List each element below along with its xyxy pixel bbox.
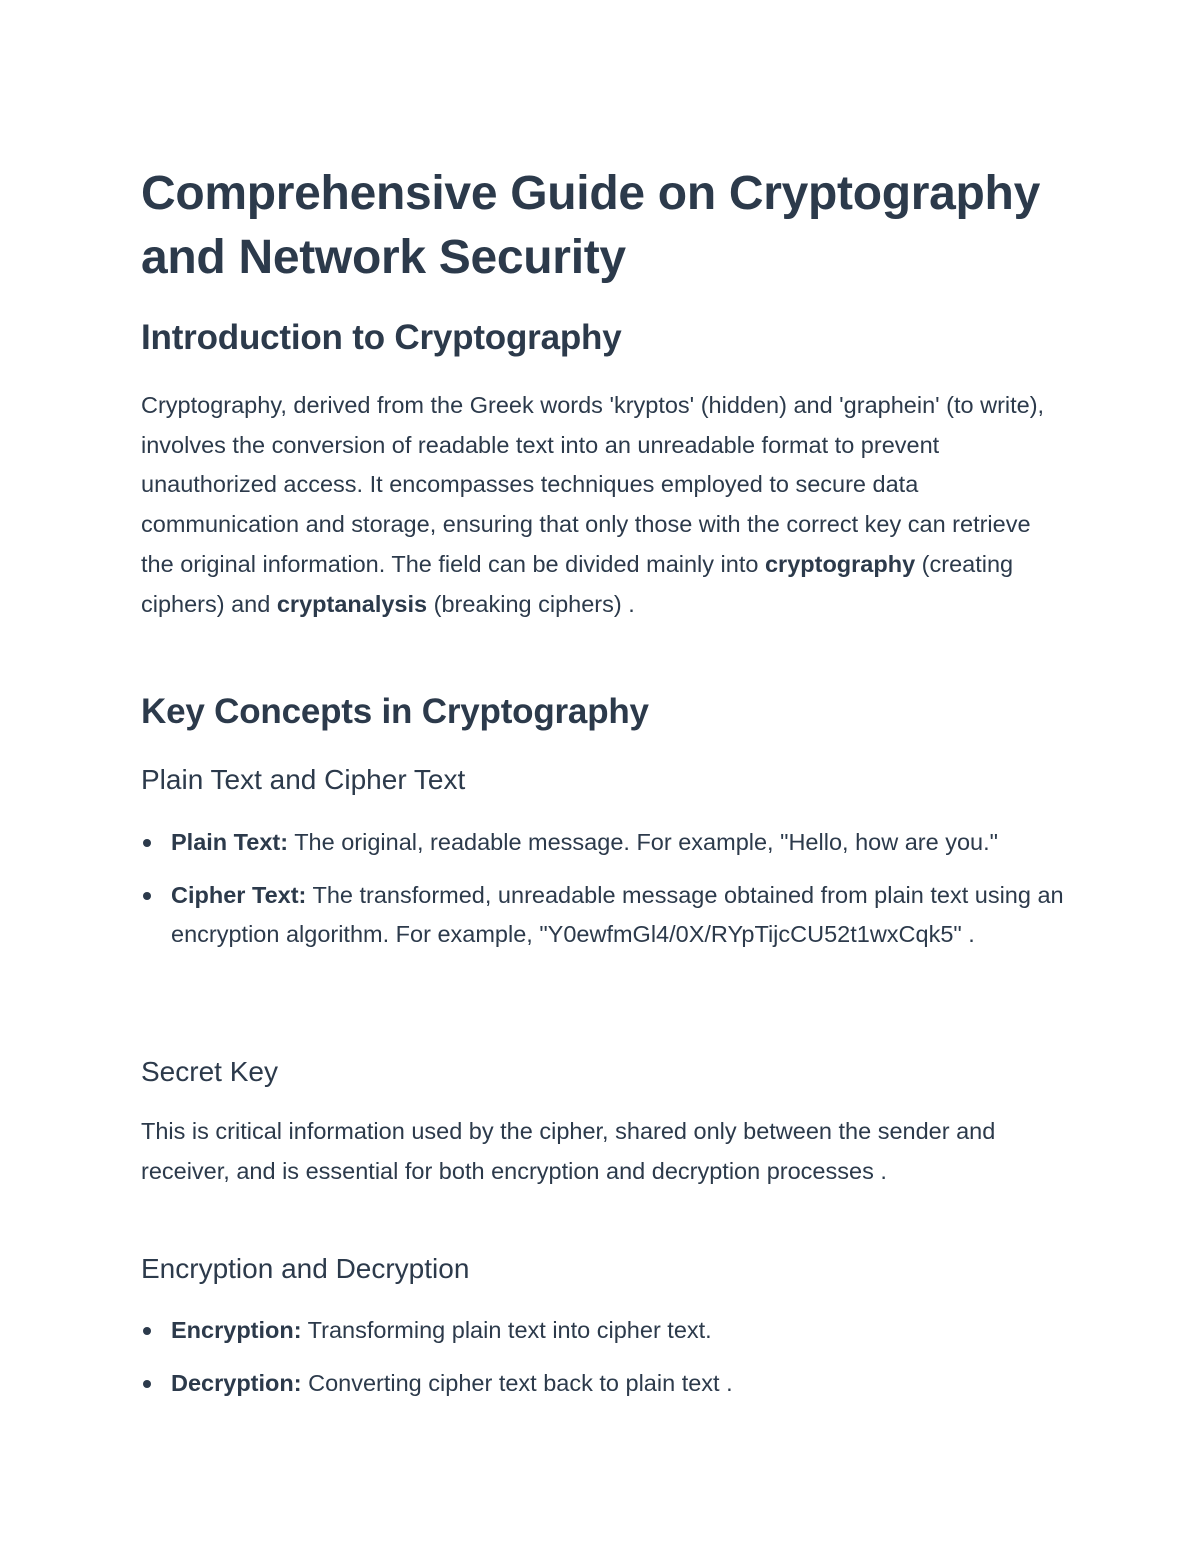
section-heading-key-concepts: Key Concepts in Cryptography (141, 692, 649, 731)
bullet-dot-icon (143, 1380, 151, 1388)
list-item-text: Converting cipher text back to plain text . (301, 1369, 733, 1396)
intro-text-before: Cryptography, derived from the Greek words 'kryptos' (hidden) and 'graphein' (to write), involves the conversion of readable text into an unreadable format to prevent unauthorized access. It encompasses techniques employed to secure data communication and storage, ensuring that only those with the correct key can retrieve the original information. The field can be divided mainly into (141, 392, 1045, 577)
intro-text-middle: (creating ciphers) and (141, 550, 1014, 617)
list-item-text: The original, readable message. For example, "Hello, how are you." (288, 829, 998, 855)
subsection-heading-secret-key: Secret Key (141, 1056, 278, 1087)
subsection-heading-encryption-decryption: Encryption and Decryption (141, 1253, 470, 1284)
introduction-paragraph (141, 386, 1066, 624)
document-title: Comprehensive Guide on Cryptography and Network Security (141, 167, 1040, 284)
bullet-dot-icon (143, 892, 151, 900)
intro-bold-cryptography: cryptography (764, 550, 916, 577)
plain-cipher-text-list (141, 823, 1066, 955)
list-item-text: The transformed, unreadable message obtained from plain text using an encryption algorithm. For example, "Y0ewfmGl4/0X/RYpTijcCU52t1wxCqk5" . (171, 881, 1064, 948)
intro-bold-cryptanalysis: cryptanalysis (276, 590, 428, 617)
bullet-dot-icon (143, 839, 151, 847)
list-item-cipher-text (141, 876, 1066, 955)
list-item-term: Encryption: (171, 1317, 302, 1343)
list-item-term: Plain Text: (171, 829, 289, 855)
list-item-decryption (141, 1364, 1066, 1404)
secret-key-paragraph: This is critical information used by the cipher, shared only between the sender and receiver, and is essential for both encryption and decryption processes . (141, 1118, 996, 1184)
encryption-decryption-list (141, 1311, 1066, 1403)
bullet-dot-icon (143, 1327, 151, 1335)
list-item-plain-text (141, 823, 1066, 863)
list-item-term: Cipher Text: (171, 881, 307, 908)
list-item-encryption (141, 1311, 1066, 1351)
intro-text-after: (breaking ciphers) . (427, 590, 635, 617)
section-heading-introduction: Introduction to Cryptography (141, 318, 622, 357)
list-item-text: Transforming plain text into cipher text. (301, 1317, 712, 1343)
list-item-term: Decryption: (171, 1369, 302, 1396)
subsection-heading-plain-cipher-text: Plain Text and Cipher Text (141, 764, 466, 795)
